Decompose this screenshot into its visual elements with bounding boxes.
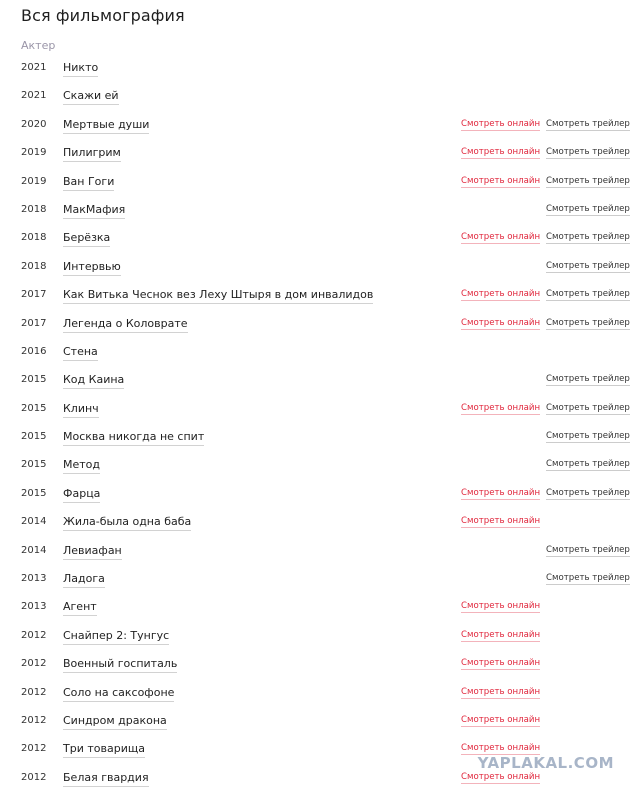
film-title-link[interactable]: Стена [63, 345, 98, 361]
film-year: 2015 [21, 487, 47, 499]
watch-trailer-link[interactable]: Смотреть трейлер [546, 317, 630, 328]
film-row [0, 680, 640, 708]
film-year: 2021 [21, 62, 47, 73]
film-title-link[interactable]: Агент [63, 600, 97, 616]
film-title-link[interactable]: Белая гвардия [63, 771, 149, 787]
film-row [0, 112, 640, 140]
watch-trailer-link[interactable]: Смотреть трейлер [546, 431, 630, 442]
film-year: 2012 [21, 771, 47, 783]
watch-online-link[interactable]: Смотреть онлайн [461, 402, 541, 413]
watch-online-link[interactable]: Смотреть онлайн [461, 658, 541, 669]
film-title-link[interactable]: Код Каина [63, 373, 124, 389]
film-row [0, 254, 640, 282]
film-year: 2017 [21, 317, 47, 329]
watch-trailer-link[interactable]: Смотреть трейлер [546, 544, 630, 555]
film-row [0, 169, 640, 197]
film-row [0, 140, 640, 168]
watch-online-link[interactable]: Смотреть онлайн [461, 232, 541, 243]
film-year: 2020 [21, 118, 47, 130]
film-year: 2015 [21, 459, 47, 471]
film-year: 2013 [21, 573, 47, 585]
watch-online-link[interactable]: Смотреть онлайн [461, 771, 541, 782]
film-row [0, 566, 640, 594]
watch-trailer-link[interactable]: Смотреть трейлер [546, 402, 630, 413]
film-title-link[interactable]: Военный госпиталь [63, 657, 177, 673]
watch-trailer-link[interactable]: Смотреть трейлер [546, 573, 630, 584]
watch-trailer-link[interactable]: Смотреть трейлер [546, 118, 630, 129]
page-title: Вся фильмография [21, 6, 185, 25]
film-row [0, 424, 640, 452]
film-year: 2014 [21, 516, 47, 528]
watermark: YAPLAKAL.COM [477, 754, 614, 772]
film-title-link[interactable]: Мертвые души [63, 118, 149, 134]
film-row [0, 282, 640, 310]
film-row [0, 396, 640, 424]
film-row [0, 339, 640, 367]
watch-trailer-link[interactable]: Смотреть трейлер [546, 175, 630, 186]
film-title-link[interactable]: Синдром дракона [63, 714, 167, 730]
film-title-link[interactable]: Берёзка [63, 231, 110, 247]
film-year: 2017 [21, 289, 47, 301]
film-title-link[interactable]: Левиафан [63, 544, 122, 560]
film-year: 2019 [21, 147, 47, 159]
watch-online-link[interactable]: Смотреть онлайн [461, 118, 541, 129]
film-row [0, 509, 640, 537]
film-year: 2021 [21, 90, 47, 102]
watch-trailer-link[interactable]: Смотреть трейлер [546, 459, 630, 470]
watch-online-link[interactable]: Смотреть онлайн [461, 487, 541, 498]
section-label-actor: Актер [21, 39, 56, 52]
watch-online-link[interactable]: Смотреть онлайн [461, 175, 541, 186]
film-year: 2012 [21, 743, 47, 755]
film-row [0, 311, 640, 339]
watch-online-link[interactable]: Смотреть онлайн [461, 743, 541, 754]
film-title-link[interactable]: Клинч [63, 402, 99, 418]
film-title-link[interactable]: Соло на саксофоне [63, 686, 174, 702]
film-year: 2018 [21, 260, 47, 272]
film-year: 2016 [21, 345, 47, 357]
film-year: 2012 [21, 658, 47, 670]
film-year: 2018 [21, 232, 47, 244]
film-row [0, 225, 640, 253]
film-row [0, 83, 640, 111]
watch-trailer-link[interactable]: Смотреть трейлер [546, 487, 630, 498]
watch-trailer-link[interactable]: Смотреть трейлер [546, 232, 630, 243]
film-row [0, 623, 640, 651]
film-row [0, 651, 640, 679]
film-year: 2012 [21, 686, 47, 698]
film-title-link[interactable]: Интервью [63, 260, 121, 276]
film-year: 2012 [21, 629, 47, 641]
film-row [0, 538, 640, 566]
film-title-link[interactable]: Пилигрим [63, 146, 121, 162]
film-title-link[interactable]: Фарца [63, 487, 100, 503]
film-title-link[interactable]: Ладога [63, 572, 105, 588]
film-year: 2014 [21, 544, 47, 556]
watch-online-link[interactable]: Смотреть онлайн [461, 686, 541, 697]
film-year: 2015 [21, 374, 47, 386]
watch-online-link[interactable]: Смотреть онлайн [461, 289, 541, 300]
film-row [0, 708, 640, 736]
film-title-link[interactable]: Легенда о Коловрате [63, 317, 188, 333]
film-year: 2013 [21, 601, 47, 613]
film-row [0, 197, 640, 225]
film-title-link[interactable]: Снайпер 2: Тунгус [63, 629, 169, 645]
film-title-link[interactable]: Жила-была одна баба [63, 515, 191, 531]
film-year: 2018 [21, 203, 47, 215]
film-year: 2019 [21, 175, 47, 187]
film-title-link[interactable]: Метод [63, 458, 100, 474]
film-title-link[interactable]: Как Витька Чеснок вез Леху Штыря в дом инвалидов [63, 288, 373, 304]
filmography-list [0, 55, 640, 793]
film-title-link[interactable]: Три товарища [63, 742, 145, 758]
watch-online-link[interactable]: Смотреть онлайн [461, 714, 541, 725]
watch-trailer-link[interactable]: Смотреть трейлер [546, 289, 630, 300]
watch-trailer-link[interactable]: Смотреть трейлер [546, 374, 630, 385]
film-title-link[interactable]: Никто [63, 61, 98, 77]
film-row [0, 481, 640, 509]
watch-online-link[interactable]: Смотреть онлайн [461, 317, 541, 328]
film-year: 2012 [21, 714, 47, 726]
watch-trailer-link[interactable]: Смотреть трейлер [546, 203, 630, 214]
watch-online-link[interactable]: Смотреть онлайн [461, 147, 541, 158]
watch-trailer-link[interactable]: Смотреть трейлер [546, 147, 630, 158]
film-year: 2015 [21, 402, 47, 414]
watch-online-link[interactable]: Смотреть онлайн [461, 601, 541, 612]
film-row [0, 452, 640, 480]
film-title-link[interactable]: МакМафия [63, 203, 125, 219]
film-title-link[interactable]: Москва никогда не спит [63, 430, 204, 446]
film-title-link[interactable]: Скажи ей [63, 89, 119, 105]
watch-trailer-link[interactable]: Смотреть трейлер [546, 260, 630, 271]
film-year: 2015 [21, 431, 47, 443]
watch-online-link[interactable]: Смотреть онлайн [461, 516, 541, 527]
film-row [0, 55, 640, 83]
film-row [0, 594, 640, 622]
film-row [0, 367, 640, 395]
film-title-link[interactable]: Ван Гоги [63, 175, 114, 191]
watch-online-link[interactable]: Смотреть онлайн [461, 629, 541, 640]
